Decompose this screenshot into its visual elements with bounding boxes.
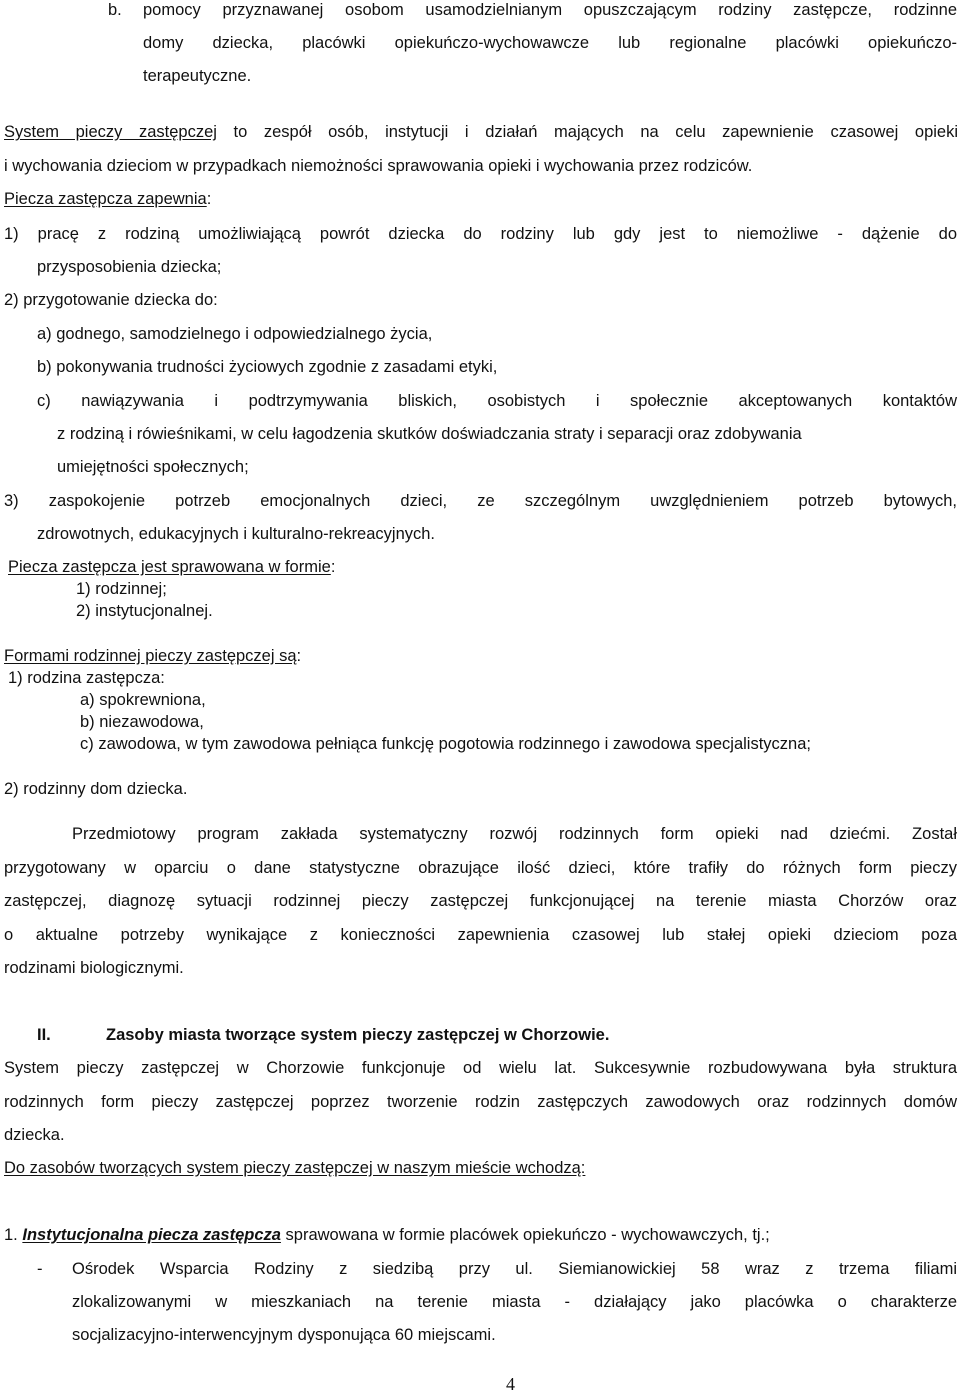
- family-forms-item2: 2) rodzinny dom dziecka.: [4, 780, 188, 798]
- forms-item1: 1) rodzinnej;: [76, 580, 167, 598]
- system-definition-line2: i wychowania dzieciom w przypadkach niemożności sprawowania opieki i wychowania przez rodziców.: [4, 157, 753, 175]
- family-forms-item1: 1) rodzina zastępcza:: [8, 669, 165, 687]
- family-forms-heading-text: Formami rodzinnej pieczy zastępczej są: [4, 647, 297, 665]
- provides-item3-line1: 3) zaspokojenie potrzeb emocjonalnych dzieci, ze szczególnym uwzględnieniem potrzeb bytowych,: [4, 492, 957, 510]
- intro-item-b-line1: pomocy przyznawanej osobom usamodzielnianym opuszczającym rodziny zastępcze, rodzinne: [143, 1, 957, 19]
- resource-1-line: [4, 1225, 770, 1245]
- section-line1: System pieczy zastępczej w Chorzowie funkcjonuje od wielu lat. Sukcesywnie rozbudowywana była struktura: [4, 1059, 957, 1077]
- program-line1: Przedmiotowy program zakłada systematyczny rozwój rodzinnych form opieki nad dziećmi. Został: [72, 825, 957, 843]
- program-line5: rodzinami biologicznymi.: [4, 959, 184, 977]
- provides-item3-line2: zdrowotnych, edukacyjnych i kulturalno-rekreacyjnych.: [37, 525, 436, 543]
- section-line3: dziecka.: [4, 1126, 65, 1144]
- program-line3: zastępczej, diagnozę sytuacji rodzinnej pieczy zastępczej funkcjonującej na terenie miasta Chorzów oraz: [4, 892, 957, 910]
- resource-1-sub-line2: zlokalizowanymi w mieszkaniach na terenie miasta - działający jako placówka o charakterze: [72, 1293, 957, 1311]
- family-forms-colon: :: [296, 647, 302, 665]
- provides-item2c-line3: umiejętności społecznych;: [57, 458, 249, 476]
- family-forms-item1b: b) niezawodowa,: [80, 713, 204, 731]
- forms-item2: 2) instytucjonalnej.: [76, 602, 213, 620]
- provides-item2: 2) przygotowanie dziecka do:: [4, 291, 218, 309]
- system-definition-line1: [4, 122, 958, 142]
- forms-colon: :: [330, 558, 336, 576]
- provides-item2b: b) pokonywania trudności życiowych zgodnie z zasadami etyki,: [37, 358, 498, 376]
- provides-item2c-line2: z rodziną i rówieśnikami, w celu łagodzenia skutków doświadczania straty i separacji oraz zdobywania: [57, 425, 802, 443]
- family-forms-item1c: c) zawodowa, w tym zawodowa pełniąca funkcję pogotowia rodzinnego i zawodowa specjalistyczna;: [80, 735, 811, 753]
- section-number: II.: [37, 1026, 51, 1044]
- family-forms-item1a: a) spokrewniona,: [80, 691, 206, 709]
- provides-heading-text: Piecza zastępcza zapewnia: [4, 190, 207, 208]
- intro-item-b-line3: terapeutyczne.: [143, 67, 252, 85]
- resource-1-bullet: -: [37, 1260, 43, 1278]
- forms-heading: [8, 557, 335, 577]
- section-title: Zasoby miasta tworzące system pieczy zastępczej w Chorzowie.: [106, 1026, 610, 1044]
- intro-item-b-line2: domy dziecka, placówki opiekuńczo-wychowawcze lub regionalne placówki opiekuńczo-: [143, 34, 957, 52]
- section-line2: rodzinnych form pieczy zastępczej poprzez tworzenie rodzin zastępczych zawodowych oraz rodzinnych domów: [4, 1093, 957, 1111]
- resource-1-rest: sprawowana w formie placówek opiekuńczo - wychowawczych, tj.;: [280, 1226, 770, 1244]
- provides-item2a: a) godnego, samodzielnego i odpowiedzialnego życia,: [37, 325, 433, 343]
- program-line2: przygotowany w oparciu o dane statystyczne obrazujące ilość dzieci, które trafiły do różnych form pieczy: [4, 859, 957, 877]
- list-marker-b: b.: [108, 1, 122, 19]
- resource-1-sub-line1: Ośrodek Wsparcia Rodziny z siedzibą przy ul. Siemianowickiej 58 wraz z trzema filiami: [72, 1260, 957, 1278]
- resources-heading: Do zasobów tworzących system pieczy zastępczej w naszym mieście wchodzą:: [4, 1159, 586, 1177]
- system-term: System pieczy zastępczej: [4, 123, 217, 141]
- forms-heading-text: Piecza zastępcza jest sprawowana w formie: [8, 558, 331, 576]
- provides-item2c-line1: c) nawiązywania i podtrzymywania bliskich, osobistych i społecznie akceptowanych kontaktów: [37, 392, 957, 410]
- resource-1-number: 1.: [4, 1226, 23, 1244]
- family-forms-heading: [4, 646, 301, 666]
- system-definition-rest: to zespół osób, instytucji i działań mających na celu zapewnienie czasowej opieki: [216, 123, 959, 141]
- program-line4: o aktualne potrzeby wynikające z konieczności zapewnienia czasowej lub stałej opieki dzieciom poza: [4, 926, 957, 944]
- provides-item1-line1: 1) pracę z rodziną umożliwiającą powrót dziecka do rodziny lub gdy jest to niemożliwe - dążenie do: [4, 225, 957, 243]
- provides-item1-line2: przysposobienia dziecka;: [37, 258, 222, 276]
- resource-1-title: Instytucjonalna piecza zastępcza: [22, 1226, 281, 1244]
- resource-1-sub-line3: socjalizacyjno-interwencyjnym dysponująca 60 miejscami.: [72, 1326, 496, 1344]
- page-number: 4: [506, 1374, 515, 1394]
- provides-heading: [4, 189, 211, 209]
- provides-colon: :: [206, 190, 212, 208]
